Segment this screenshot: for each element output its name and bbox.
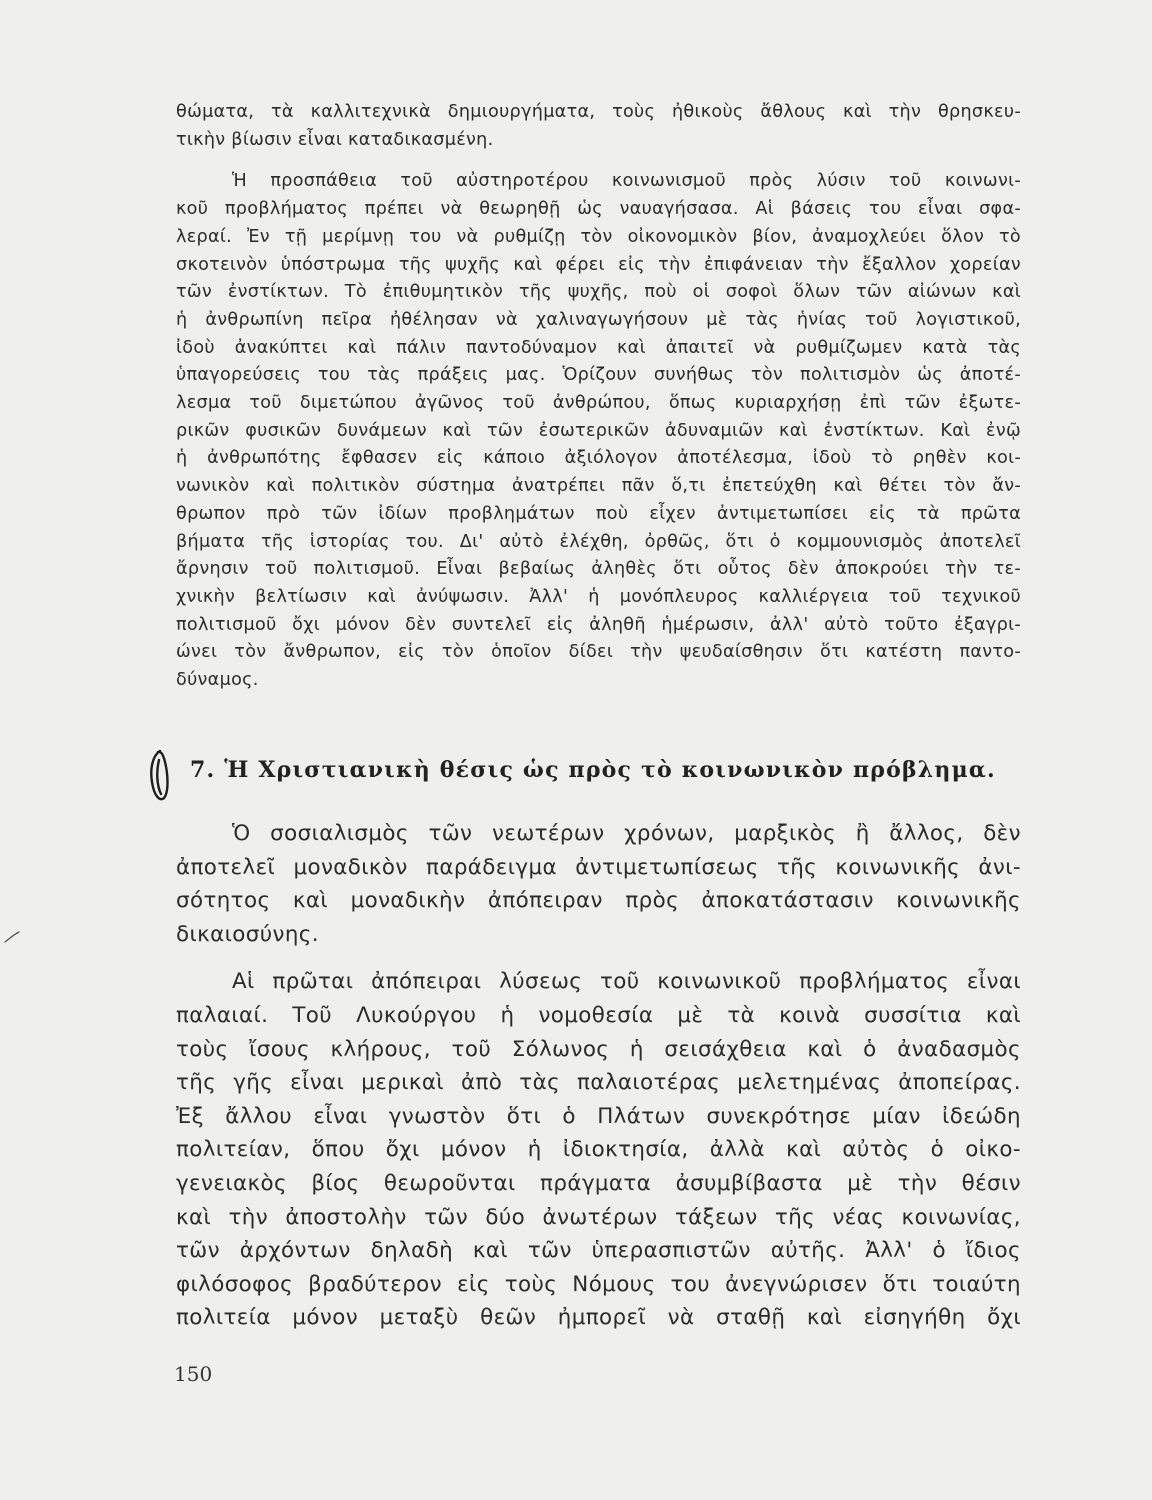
top-text-block: [176, 99, 1021, 695]
text-line: θώματα, τὰ καλλιτεχνικὰ δημιουργήματα, τοὺς ἠθικοὺς ἄθλους καὶ τὴν θρησκευ-: [176, 102, 1021, 122]
text-line: δύναμος.: [176, 670, 259, 691]
text-line: ὑπαγορεύσεις του τὰς πράξεις μας. Ὁρίζουν συνήθως τὸν πολιτισμὸν ὡς ἀποτέ-: [176, 365, 1021, 386]
text-line: δικαιοσύνης.: [176, 921, 319, 947]
text-line: χνικὴν βελτίωσιν καὶ ἀνύψωσιν. Ἀλλ' ἡ μονόπλευρος καλλιέργεια τοῦ τεχνικοῦ: [176, 586, 1021, 607]
text-line: ἡ ἀνθρωπίνη πεῖρα ἠθέλησαν νὰ χαλιναγωγήσουν μὲ τὰς ἡνίας τοῦ λογιστικοῦ,: [176, 309, 1021, 330]
text-line: ρικῶν φυσικῶν δυνάμεων καὶ τῶν ἐσωτερικῶν ἀδυναμιῶν καὶ ἐνστίκτων. Καὶ ἐνῷ: [176, 420, 1021, 441]
text-line: λεσμα τοῦ διμετώπου ἀγῶνος τοῦ ἀνθρώπου, ὅπως κυριαρχήσῃ ἐπὶ τῶν ἐξωτε-: [176, 393, 1021, 414]
text-line: παλαιαί. Τοῦ Λυκούργου ἡ νομοθεσία μὲ τὰ κοινὰ συσσίτια καὶ: [176, 1002, 1021, 1028]
text-line: τοὺς ἴσους κλήρους, τοῦ Σόλωνος ἡ σεισάχθεια καὶ ὁ ἀναδασμὸς: [176, 1036, 1021, 1062]
page-number: 150: [174, 1362, 213, 1386]
section-heading: 7. Ἡ Χριστιανικὴ θέσις ὡς πρὸς τὸ κοινωνικὸν πρόβλημα.: [190, 757, 996, 783]
text-line: λεραί. Ἐν τῇ μερίμνῃ του νὰ ρυθμίζῃ τὸν οἰκονομικὸν βίον, ἀναμοχλεύει ὅλον τὸ: [176, 226, 1021, 247]
bottom-text-block: [176, 817, 1021, 1335]
text-line: γενειακὸς βίος θεωροῦνται πράγματα ἀσυμβίβαστα μὲ τὴν θέσιν: [176, 1170, 1021, 1196]
text-line: τῶν ἀρχόντων δηλαδὴ καὶ τῶν ὑπερασπιστῶν αὐτῆς. Ἀλλ' ὁ ἴδιος: [176, 1238, 1021, 1264]
text-line: σκοτεινὸν ὑπόστρωμα τῆς ψυχῆς καὶ φέρει εἰς τὴν ἐπιφάνειαν τὴν ἔξαλλον χορείαν: [176, 254, 1021, 275]
text-line: Αἱ πρῶται ἀπόπειραι λύσεως τοῦ κοινωνικοῦ προβλήματος εἶναι: [232, 969, 1021, 995]
text-line: ἰδοὺ ἀνακύπτει καὶ πάλιν παντοδύναμον καὶ ἀπαιτεῖ νὰ ρυθμίζωμεν κατὰ τὰς: [176, 337, 1021, 358]
text-line: κοῦ προβλήματος πρέπει νὰ θεωρηθῇ ὡς ναυαγήσασα. Αἱ βάσεις του εἶναι σφα-: [176, 199, 1021, 220]
text-line: θρωπον πρὸ τῶν ἰδίων προβλημάτων ποὺ εἶχεν ἀντιμετωπίσει εἰς τὰ πρῶτα: [176, 503, 1021, 524]
text-line: τῶν ἐνστίκτων. Τὸ ἐπιθυμητικὸν τῆς ψυχῆς, ποὺ οἱ σοφοὶ ὅλων τῶν αἰώνων καὶ: [176, 282, 1021, 303]
margin-tick-mark: [4, 930, 20, 944]
text-line: πολιτείαν, ὅπου ὄχι μόνον ἡ ἰδιοκτησία, ἀλλὰ καὶ αὐτὸς ὁ οἰκο-: [176, 1137, 1021, 1163]
text-line: ἡ ἀνθρωπότης ἔφθασεν εἰς κάποιο ἀξιόλογον ἀποτέλεσμα, ἰδοὺ τὸ ρηθὲν κοι-: [176, 448, 1021, 469]
text-line: Ἡ προσπάθεια τοῦ αὐστηροτέρου κοινωνισμοῦ πρὸς λύσιν τοῦ κοινωνι-: [232, 171, 1021, 192]
text-line: καὶ τὴν ἀποστολὴν τῶν δύο ἀνωτέρων τάξεων τῆς νέας κοινωνίας,: [176, 1204, 1021, 1230]
text-line: ἄρνησιν τοῦ πολιτισμοῦ. Εἶναι βεβαίως ἀληθὲς ὅτι οὗτος δὲν ἀποκρούει τὴν τε-: [176, 559, 1021, 580]
text-line: φιλόσοφος βραδύτερον εἰς τοὺς Νόμους του ἀνεγνώρισεν ὅτι τοιαύτη: [176, 1271, 1021, 1297]
text-line: πολιτεία μόνον μεταξὺ θεῶν ἠμπορεῖ νὰ σταθῇ καὶ εἰσηγήθη ὄχι: [176, 1305, 1021, 1331]
text-line: ἀποτελεῖ μοναδικὸν παράδειγμα ἀντιμετωπίσεως τῆς κοινωνικῆς ἀνι-: [176, 854, 1021, 880]
text-line: ώνει τὸν ἄνθρωπον, εἰς τὸν ὁποῖον δίδει τὴν ψευδαίσθησιν ὅτι κατέστη παντο-: [176, 642, 1021, 663]
text-line: νωνικὸν καὶ πολιτικὸν σύστημα ἀνατρέπει πᾶν ὅ,τι ἐπετεύχθη καὶ θέτει τὸν ἄν-: [176, 476, 1021, 497]
margin-pencil-mark: [148, 748, 170, 804]
text-line: πολιτισμοῦ ὄχι μόνον δὲν συντελεῖ εἰς ἀληθῆ ἡμέρωσιν, ἀλλ' αὐτὸ τοῦτο ἐξαγρι-: [176, 614, 1021, 635]
text-line: τικὴν βίωσιν εἶναι καταδικασμένη.: [176, 129, 494, 150]
text-line: Ὁ σοσιαλισμὸς τῶν νεωτέρων χρόνων, μαρξικὸς ἢ ἄλλος, δὲν: [232, 821, 1021, 846]
text-line: Ἐξ ἄλλου εἶναι γνωστὸν ὅτι ὁ Πλάτων συνεκρότησε μίαν ἰδεώδη: [176, 1103, 1021, 1129]
text-line: σότητος καὶ μοναδικὴν ἀπόπειραν πρὸς ἀποκατάστασιν κοινωνικῆς: [176, 888, 1021, 914]
text-line: τῆς γῆς εἶναι μερικαὶ ἀπὸ τὰς παλαιοτέρας μελετημένας ἀποπείρας.: [176, 1070, 1021, 1096]
text-line: βήματα τῆς ἱστορίας του. Δι' αὐτὸ ἐλέχθη, ὀρθῶς, ὅτι ὁ κομμουνισμὸς ἀποτελεῖ: [176, 531, 1021, 552]
